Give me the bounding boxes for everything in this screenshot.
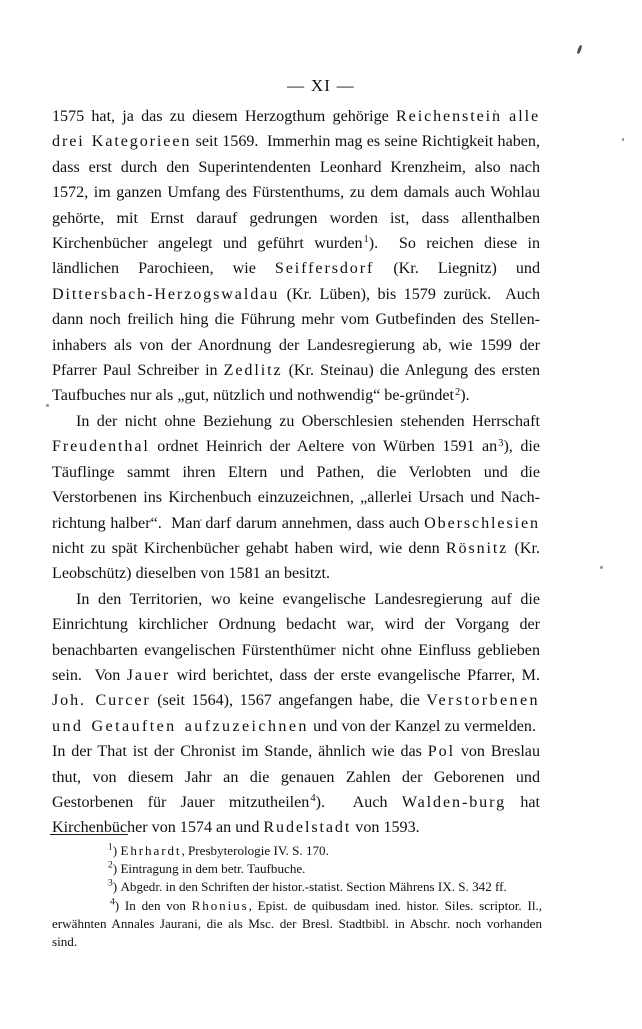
emphasis-joh-curcer: Joh. Curcer [52,692,151,710]
footnote-2: $^2$) Eintragung in dem betr. Taufbuche. [108,859,306,877]
footnote-text-3: Abgedr. in den Schriften der histor.-statist. Section Mährens IX. S. 342 ff. [120,879,507,895]
emphasis-jauer: Jauer [126,666,171,684]
emphasis-reichenstein: Reichenstein [396,108,502,125]
emphasis-zedlitz: Zedlitz [223,362,283,380]
emphasis-roesnitz: Rösnitz [445,539,509,557]
scan-artifact-speck [600,566,603,569]
footnote-separator-rule [50,834,128,835]
footnote-ref-3[interactable]: 3 [498,437,504,449]
emphasis-seiffersdorf: Seiffersdorf [274,260,375,278]
paragraph-3: In den Territorien, wo keine evangelische Landesregierung auf die Einrichtung kirchlicher Ordnung bedacht war, wird der Vorgang der benachbarten evangelischen Fürstenthümer nicht ohne Einfluss geblieben sein. Von Jauer wird berichtet, dass der erste evangelische Pfarrer, M. Joh. Curcer (seit 1564), 1567 angefangen habe, die Verstorbenen und Getauften aufzuzeichnen und von der Kanzel zu vermelden. In der That ist der Chronist im Stande, ähnlich wie das Pol von Breslau thut, von diesem Jahr an die genauen Zahlen der Geborenen und Gestorbenen für Jauer mitzutheilen$^4$). Auch Walden-burg hat Kirchenbücher von 1574 an und Rudelstadt von 1593. [52,590,540,837]
emphasis-dittersbach-herzogswaldau: Dittersbach-Herzogswaldau [52,285,280,303]
footnote-marker-2: 2 [108,859,113,871]
running-head-page-number: — XI — [287,76,355,95]
footnote-marker-4: 4 [110,896,115,908]
footnote-emphasis-ehrhardt: Ehrhardt [120,843,182,858]
footnote-3: $^3$) Abgedr. in den Schriften der histor.-statist. Section Mährens IX. S. 342 ff. [108,877,507,895]
footnotes-block [52,842,542,951]
emphasis-waldenburg: Walden-burg [401,793,507,811]
emphasis-verstorbenen-getauften: Verstorbenen und Getauften aufzuzeichnen [52,692,540,735]
emphasis-rudelstadt: Rudelstadt [263,819,352,837]
footnote-1: $^1$) Ehrhardt, Presbyterologie IV. S. 170. [108,841,329,858]
footnote-4: $^4$) In den von Rhonius, Epist. de quibusdam ined. histor. Siles. scriptor. Il., erwähnten Annales Jaurani, die als Msc. der Bresl. Stadtbibl. in Abschr. noch vorhanden sind. [52,896,542,950]
footnote-marker-1: 1 [108,841,113,853]
emphasis-oberschlesien: Oberschlesien [424,514,540,532]
scan-artifact-speck [622,138,624,141]
emphasis-pol: Pol [427,743,455,761]
footnote-emphasis-rhonius: Rhonius [191,897,249,913]
scan-artifact-speck [46,404,49,407]
footnote-ref-2[interactable]: 2 [455,386,461,398]
footnote-marker-3: 3 [108,877,113,889]
scan-artifact-speck [576,45,582,54]
footnote-ref-4[interactable]: 4 [310,793,316,805]
body-text-block [52,104,540,841]
footnote-text-2: Eintragung in dem betr. Taufbuche. [120,861,306,877]
emphasis-freudenthal: Freudenthal [52,438,150,456]
footnote-ref-1[interactable]: 1 [363,234,369,246]
paragraph-2: In der nicht ohne Beziehung zu Oberschlesien stehenden Herrschaft Freudenthal ordnet Heinrich der Aeltere von Würben 1591 an$^3$), die Täuflinge sammt ihren Eltern und Pathen, die Verlobten und die Verstorbenen ins Kirchenbuch einzuzeichnen, „allerlei Ursach und Nach-richtung halber“. Man darf darum annehmen, dass auch Oberschlesien nicht zu spät Kirchenbücher gehabt haben wird, wie denn Rösnitz (Kr. Leobschütz) dieselben von 1581 an besitzt. [52,412,540,583]
emphasis-alle-drei-kategorieen: alle drei Kategorieen [52,108,540,151]
paragraph-1: 1575 hat, ja das zu diesem Herzogthum gehörige Reichenstein alle drei Kategorieen seit 1569. Immerhin mag es seine Richtigkeit haben, dass erst durch den Superintendenten Leonhard Krenzheim, also nach 1572, im ganzen Umfang des Fürstenthums, zu dem damals auch Wohlau gehörte, mit Ernst darauf gedrungen worden ist, dass allenthalben Kirchenbücher angelegt und geführt wurden$^1$). So reichen diese in ländlichen Parochieen, wie Seiffersdorf (Kr. Liegnitz) und Dittersbach-Herzogswaldau (Kr. Lüben), bis 1579 zurück. Auch dann noch freilich hing die Führung mehr vom Gutbefinden des Stellen-inhabers als von der Anordnung der Landesregierung ab, wie 1599 der Pfarrer Paul Schreiber in Zedlitz (Kr. Steinau) die Anlegung des ersten Taufbuches nur als „gut, nützlich und nothwendig“ be-gründet$^2$). [52,108,541,405]
